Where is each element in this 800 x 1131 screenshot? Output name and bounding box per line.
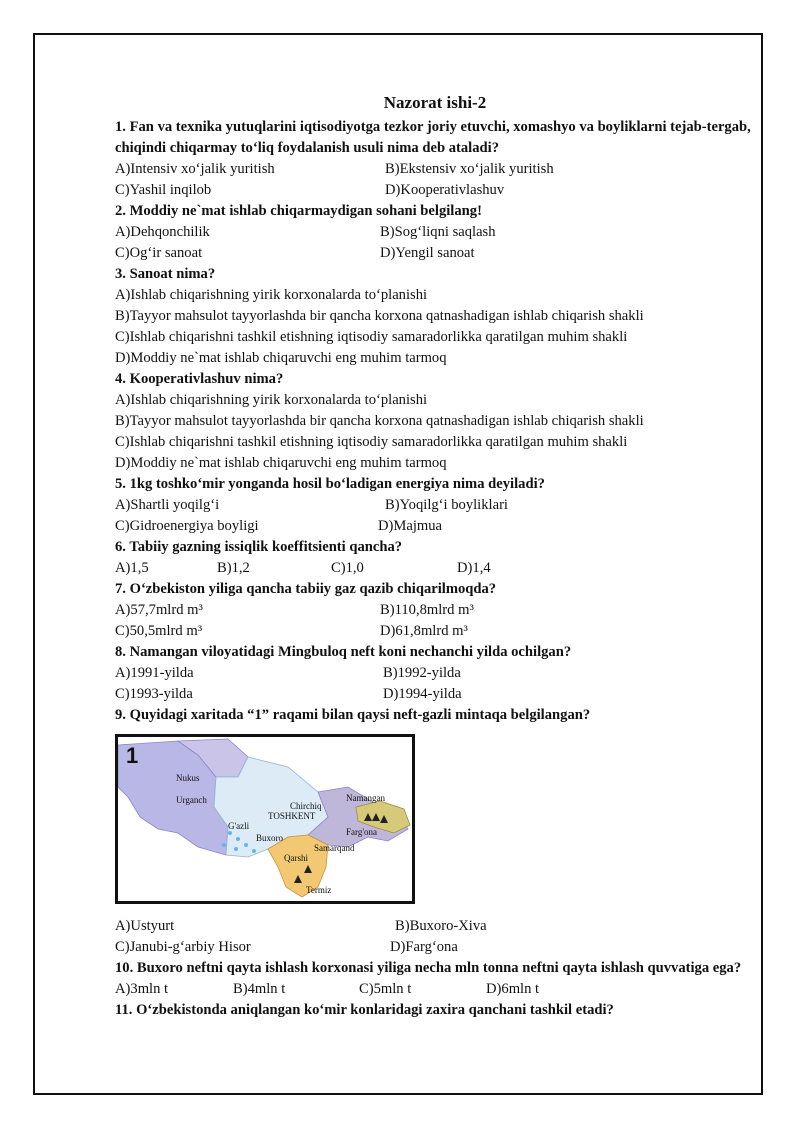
answer-6b: B)1,2 xyxy=(217,560,250,576)
question-11: 11. O‘zbekistonda aniqlangan ko‘mir konlaridagi zaxira qanchani tashkil etadi? xyxy=(115,1002,614,1018)
answer-10c: C)5mln t xyxy=(359,981,412,997)
answer-2a: A)Dehqonchilik xyxy=(115,224,210,240)
answer-4d: D)Moddiy ne`mat ishlab chiqaruvchi eng muhim tarmoq xyxy=(115,455,447,471)
map-label-termiz: Termiz xyxy=(306,885,332,895)
map-label-namangan: Namangan xyxy=(346,793,385,803)
answer-9a: A)Ustyurt xyxy=(115,918,175,934)
question-5: 5. 1kg toshko‘mir yonganda hosil bo‘ladigan energiya nima deyiladi? xyxy=(115,476,545,492)
question-7: 7. O‘zbekiston yiliga qancha tabiiy gaz qazib chiqarilmoqda? xyxy=(115,581,497,597)
page-title: Nazorat ishi-2 xyxy=(383,93,487,112)
answer-7c: C)50,5mlrd m³ xyxy=(115,623,203,639)
map-label-nukus: Nukus xyxy=(176,773,200,783)
answer-7b: B)110,8mlrd m³ xyxy=(380,602,474,618)
question-3: 3. Sanoat nima? xyxy=(115,266,216,282)
answer-8a: A)1991-yilda xyxy=(115,665,194,681)
question-6: 6. Tabiiy gazning issiqlik koeffitsienti qancha? xyxy=(115,539,403,555)
question-9: 9. Quyidagi xaritada “1” raqami bilan qaysi neft-gazli mintaqa belgilangan? xyxy=(115,707,591,723)
map-label-buxoro: Buxoro xyxy=(256,833,283,843)
answer-7a: A)57,7mlrd m³ xyxy=(115,602,203,618)
question-4: 4. Kooperativlashuv nima? xyxy=(115,371,284,387)
answers-5-row2 xyxy=(115,516,755,537)
map-label-urganch: Urganch xyxy=(176,795,207,805)
answer-4c: C)Ishlab chiqarishni tashkil etishning iqtisodiy samaradorlikka qaratilgan muhim shakli xyxy=(115,434,628,450)
answer-3a: A)Ishlab chiqarishning yirik korxonalarda to‘planishi xyxy=(115,287,428,303)
answer-10a: A)3mln t xyxy=(115,981,169,997)
answers-2-row1 xyxy=(115,222,755,243)
map-label-qarshi: Qarshi xyxy=(284,853,308,863)
answer-1a: A)Intensiv xo‘jalik yuritish xyxy=(115,161,275,177)
answer-6c: C)1,0 xyxy=(331,560,364,576)
answers-9-row2 xyxy=(115,937,755,958)
answer-1b: B)Ekstensiv xo‘jalik yuritish xyxy=(385,161,554,177)
answers-10 xyxy=(115,979,755,1000)
answers-7-row1 xyxy=(115,600,755,621)
answers-1-row1 xyxy=(115,159,755,180)
answer-5a: A)Shartli yoqilg‘i xyxy=(115,497,220,513)
answer-9b: B)Buxoro-Xiva xyxy=(395,918,487,934)
answer-6d: D)1,4 xyxy=(457,560,491,576)
answer-9c: C)Janubi-g‘arbiy Hisor xyxy=(115,939,251,955)
answer-9d: D)Farg‘ona xyxy=(390,939,458,955)
question-2: 2. Moddiy ne`mat ishlab chiqarmaydigan sohani belgilang! xyxy=(115,203,482,219)
map-label-samarqand: Samarqand xyxy=(314,843,355,853)
answers-9-row1 xyxy=(115,916,755,937)
answer-10d: D)6mln t xyxy=(486,981,540,997)
map-label-toshkent: TOSHKENT xyxy=(268,811,316,821)
map-drawing xyxy=(118,737,412,901)
answer-5d: D)Majmua xyxy=(378,518,443,534)
answer-2d: D)Yengil sanoat xyxy=(380,245,475,261)
question-1: 1. Fan va texnika yutuqlarini iqtisodiyotga tezkor joriy etuvchi, xomashyo va boyliklarni tejab-tergab, chiqindi chiqarmay to‘liq foydalanish usuli nima deb ataladi? xyxy=(115,119,751,156)
answer-1c: C)Yashil inqilob xyxy=(115,182,212,198)
map-label-fargona: Farg'ona xyxy=(346,827,377,837)
answers-1-row2 xyxy=(115,180,755,201)
answer-8d: D)1994-yilda xyxy=(383,686,462,702)
question-10: 10. Buxoro neftni qayta ishlash korxonasi yiliga necha mln tonna neftni qayta ishlash quvvatiga ega? xyxy=(115,960,742,976)
question-8: 8. Namangan viloyatidagi Mingbuloq neft koni nechanchi yilda ochilgan? xyxy=(115,644,572,660)
answer-7d: D)61,8mlrd m³ xyxy=(380,623,468,639)
answer-8c: C)1993-yilda xyxy=(115,686,193,702)
answer-10b: B)4mln t xyxy=(233,981,286,997)
answer-1d: D)Kooperativlashuv xyxy=(385,182,505,198)
answer-5b: B)Yoqilg‘i boyliklari xyxy=(385,497,508,513)
answers-8-row1 xyxy=(115,663,755,684)
answer-3c: C)Ishlab chiqarishni tashkil etishning iqtisodiy samaradorlikka qaratilgan muhim shakli xyxy=(115,329,628,345)
answer-8b: B)1992-yilda xyxy=(383,665,461,681)
document-body xyxy=(115,92,755,1021)
answers-8-row2 xyxy=(115,684,755,705)
answer-4b: B)Tayyor mahsulot tayyorlashda bir qancha korxona qatnashadigan ishlab chiqarish shakli xyxy=(115,413,644,429)
answers-5-row1 xyxy=(115,495,755,516)
answer-3b: B)Tayyor mahsulot tayyorlashda bir qancha korxona qatnashadigan ishlab chiqarish shakli xyxy=(115,308,644,324)
map-region-number: 1 xyxy=(126,743,139,768)
answers-6 xyxy=(115,558,755,579)
answer-6a: A)1,5 xyxy=(115,560,149,576)
answer-5c: C)Gidroenergiya boyligi xyxy=(115,518,259,534)
answer-2c: C)Og‘ir sanoat xyxy=(115,245,203,261)
answer-2b: B)Sog‘liqni saqlash xyxy=(380,224,496,240)
map-label-gazli: G'azli xyxy=(228,821,250,831)
answer-4a: A)Ishlab chiqarishning yirik korxonalarda to‘planishi xyxy=(115,392,428,408)
answers-7-row2 xyxy=(115,621,755,642)
uzbekistan-oil-gas-map xyxy=(115,734,415,904)
answers-2-row2 xyxy=(115,243,755,264)
answer-3d: D)Moddiy ne`mat ishlab chiqaruvchi eng muhim tarmoq xyxy=(115,350,447,366)
map-label-chirchiq: Chirchiq xyxy=(290,801,322,811)
